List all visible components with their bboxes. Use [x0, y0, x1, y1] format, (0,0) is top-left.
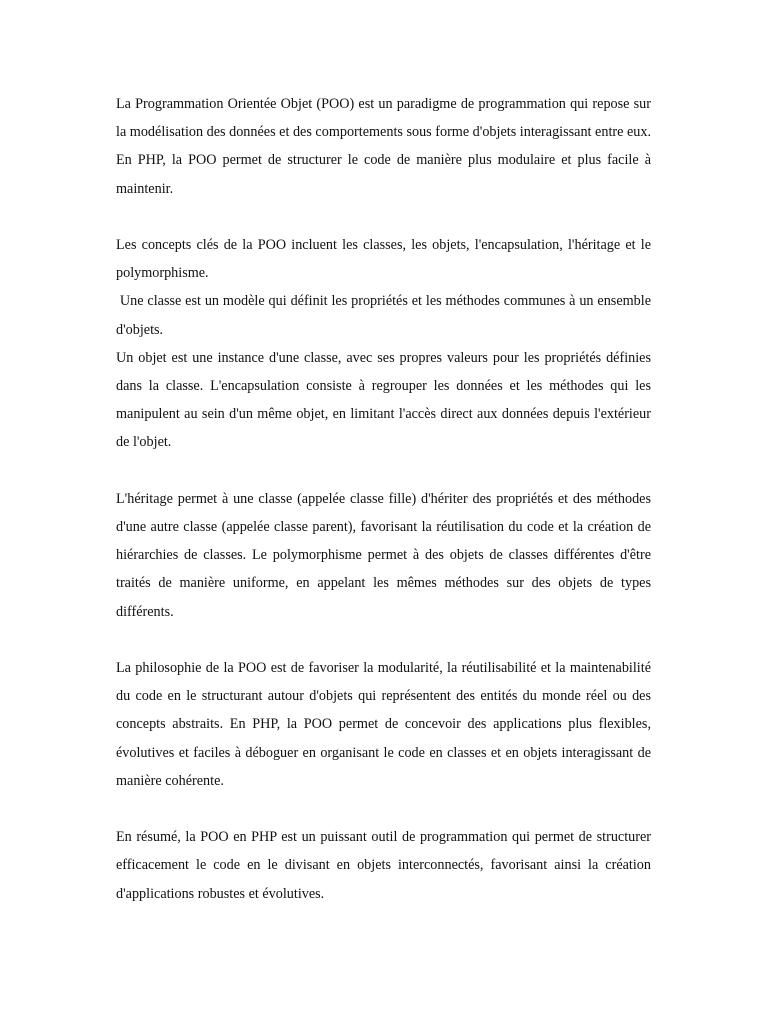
paragraph-philosophy: La philosophie de la POO est de favoriser la modularité, la réutilisabilité et la maintenabilité du code en le structurant autour d'objets qui représentent des entités du monde réel ou des concepts abstraits. En PHP, la POO permet de concevoir des applications plus flexibles, évolutives et faciles à déboguer en organisant le code en classes et en objets interagissant de manière cohérente.: [116, 660, 651, 789]
paragraph-summary: En résumé, la POO en PHP est un puissant outil de programmation qui permet de structurer efficacement le code en le divisant en objets interconnectés, favorisant ainsi la création d'applications robustes et évolutives.: [116, 829, 651, 902]
paragraph-inheritance: L'héritage permet à une classe (appelée classe fille) d'hériter des propriétés et des méthodes d'une autre classe (appelée classe parent), favorisant la réutilisation du code et la création de hiérarchies de classes. Le polymorphisme permet à des objets de classes différentes d'être traités de manière uniforme, en appelant les mêmes méthodes sur des objets de types différents.: [116, 490, 651, 620]
paragraph-gap: [116, 795, 651, 823]
paragraph-key-concepts: Les concepts clés de la POO incluent les classes, les objets, l'encapsulation, l'héritage et le polymorphisme.: [116, 237, 651, 282]
paragraph-gap: [116, 203, 651, 231]
paragraph-class-definition: Une classe est un modèle qui définit les propriétés et les méthodes communes à un ensemble d'objets.: [116, 293, 655, 338]
paragraph-object-definition: Un objet est une instance d'une classe, avec ses propres valeurs pour les propriétés définies dans la classe. L'encapsulation consiste à regrouper les données et les méthodes qui les manipulent au sein d'un même objet, en limitant l'accès direct aux données depuis l'extérieur de l'objet.: [116, 349, 651, 451]
paragraph-gap: [116, 457, 651, 485]
paragraph-gap: [116, 626, 651, 654]
document-body: [116, 90, 655, 908]
paragraph-intro: La Programmation Orientée Objet (POO) est un paradigme de programmation qui repose sur la modélisation des données et des comportements sous forme d'objets interagissant entre eux. En PHP, la POO permet de structurer le code de manière plus modulaire et plus facile à maintenir.: [116, 96, 651, 197]
